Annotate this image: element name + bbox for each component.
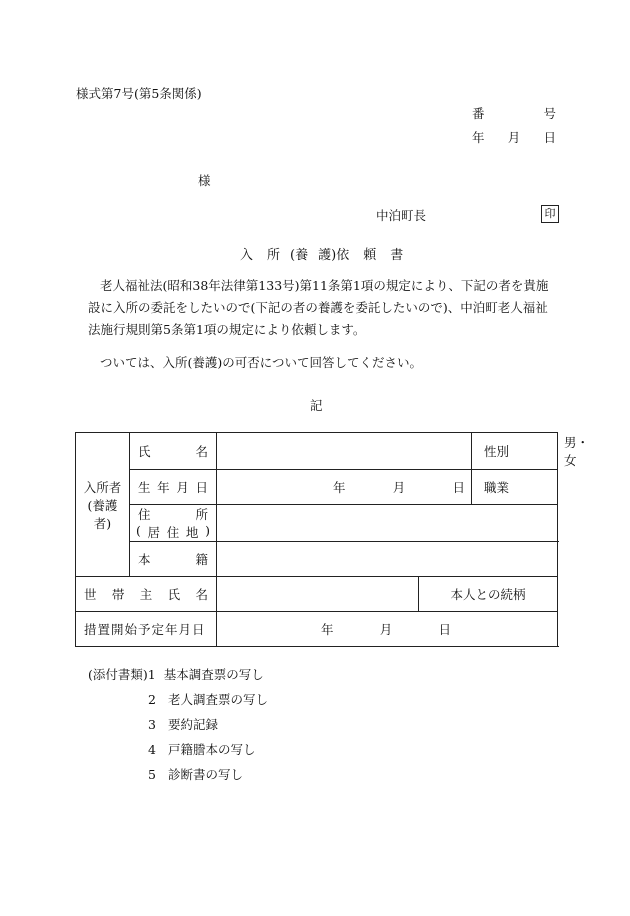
seal-mark: 印: [541, 205, 559, 223]
document-title: 入 所 (養 護)依 頼 書: [240, 248, 404, 263]
gender-label: 性別: [472, 433, 558, 470]
name-field[interactable]: [217, 433, 472, 470]
document-date-label: 年 月 日: [472, 130, 556, 145]
attachment-item: 3 要約記録: [148, 717, 218, 732]
resident-group-label: 入所者 (養護 者): [76, 433, 130, 577]
domicile-field[interactable]: [217, 542, 558, 577]
addressee-suffix: 様: [198, 173, 211, 188]
body-paragraph-1: 老人福祉法(昭和38年法律第133号)第11条第1項の規定により、下記の者を貴施設に入所の委託をしたいので(下記の者の養護を委託したいので)、中泊町老人福祉法施行規則第5条第1項の規定により依頼します。: [88, 278, 549, 337]
birthdate-label: 生 年 月 日: [130, 470, 217, 505]
attachment-item: 5 診断書の写し: [148, 767, 243, 782]
sender-name: 中泊町長: [376, 208, 427, 223]
householder-field[interactable]: [217, 577, 419, 612]
body-paragraph-2: ついては、入所(養護)の可否について回答してください。: [100, 355, 423, 370]
application-table: [75, 432, 590, 647]
table-row: [76, 542, 558, 577]
document-number-label: 番 号: [472, 106, 556, 121]
attachment-item: 4 戸籍謄本の写し: [148, 742, 256, 757]
birthdate-field[interactable]: 年 月 日: [217, 470, 472, 505]
table-row: [76, 505, 558, 542]
table-row: [76, 470, 558, 505]
table-row: [76, 577, 558, 612]
start-date-field[interactable]: 年 月 日: [217, 612, 558, 647]
attachments-label: (添付書類)1 基本調査票の写し: [88, 667, 264, 682]
form-number: 様式第7号(第5条関係): [76, 86, 202, 101]
domicile-label: 本 籍: [130, 542, 217, 577]
occupation-label: 職業: [472, 470, 558, 505]
start-date-label: 措置開始予定年月日: [76, 612, 217, 647]
householder-label: 世 帯 主 氏 名: [76, 577, 217, 612]
relation-label: 本人との続柄: [419, 577, 558, 612]
attachment-item: 2 老人調査票の写し: [148, 692, 268, 707]
name-label: 氏 名: [130, 433, 217, 470]
ki-heading: 記: [310, 398, 323, 413]
address-label: 住 所 ( 居 住 地 ): [130, 505, 217, 542]
table-row: [76, 612, 558, 647]
address-field[interactable]: [217, 505, 558, 542]
table-row: 入所者 (養護 者) 氏 名 性別 男・女: [76, 433, 558, 470]
